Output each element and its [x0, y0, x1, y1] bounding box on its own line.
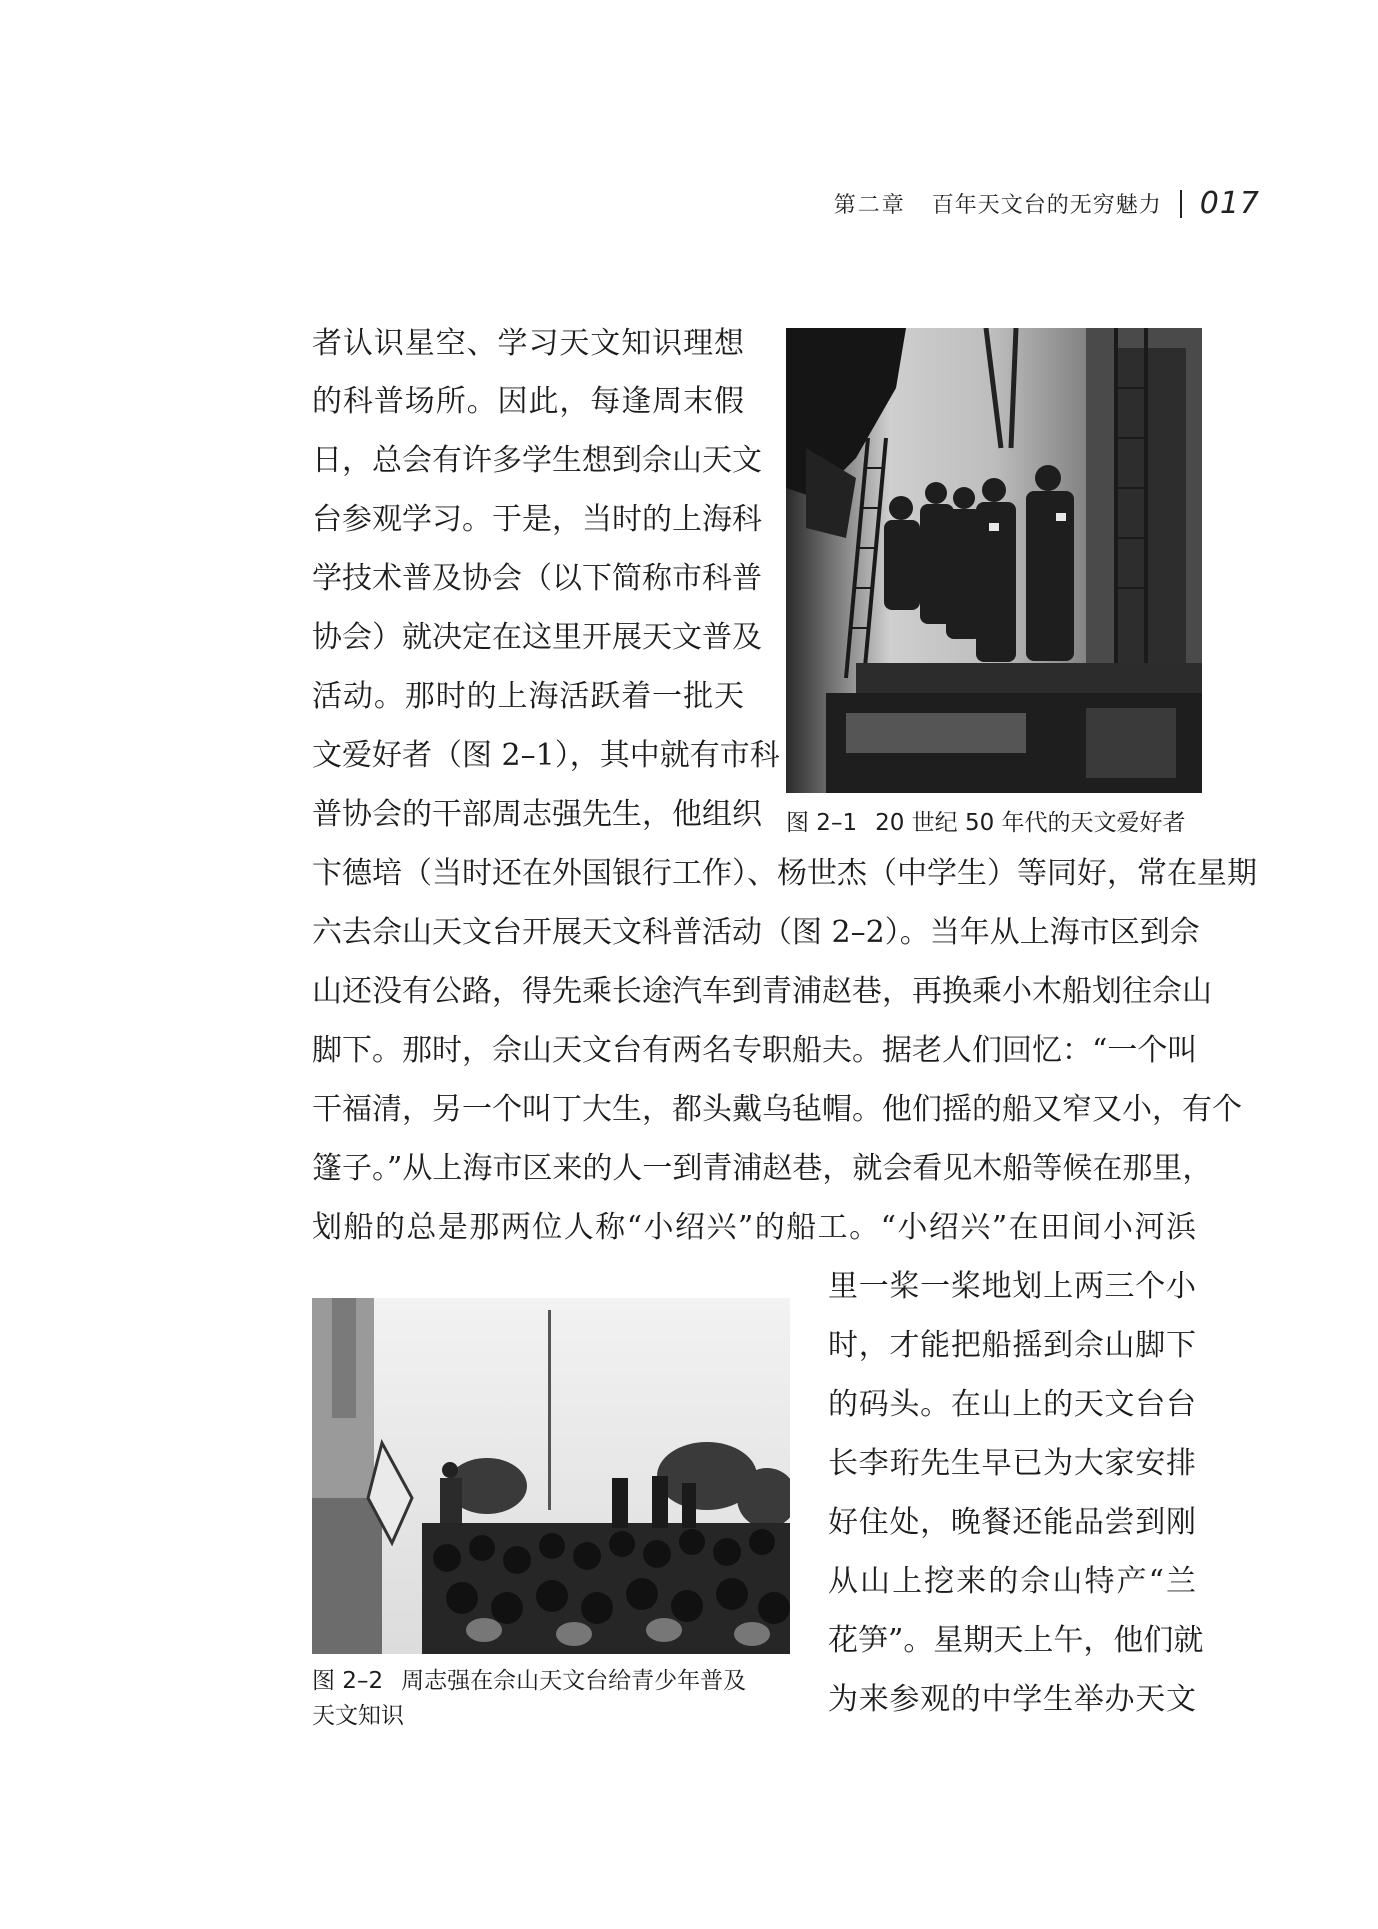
text-line: 长李珩先生早已为大家安排 — [828, 1446, 1196, 1481]
text-line: 里一桨一桨地划上两三个小 — [828, 1269, 1196, 1304]
text-line: 好住处，晚餐还能品尝到刚 — [828, 1505, 1196, 1540]
text-line: 六去佘山天文台开展天文科普活动（图 2–2）。当年从上海市区到佘 — [312, 915, 1200, 950]
text-line: 干福清，另一个叫丁大生，都头戴乌毡帽。他们摇的船又窄又小，有个 — [312, 1092, 1242, 1127]
text-line: 台参观学习。于是，当时的上海科 — [312, 502, 762, 537]
page-number: 017 — [1199, 186, 1260, 221]
figure-caption-text: 天文知识 — [312, 1703, 404, 1729]
text-line: 协会）就决定在这里开展天文普及 — [312, 620, 762, 655]
running-head — [834, 186, 1260, 221]
figure-number: 图 2–1 — [786, 810, 858, 836]
figure-caption-text: 周志强在佘山天文台给青少年普及 — [401, 1668, 747, 1694]
figure-number: 图 2–2 — [312, 1668, 384, 1694]
text-line: 日，总会有许多学生想到佘山天文 — [312, 443, 762, 478]
text-line: 的科普场所。因此，每逢周末假 — [312, 384, 744, 419]
text-line: 活动。那时的上海活跃着一批天 — [312, 679, 744, 714]
text-line: 篷子。”从上海市区来的人一到青浦赵巷，就会看见木船等候在那里， — [312, 1151, 1213, 1186]
figure-2-2-caption — [312, 1664, 798, 1734]
text-line: 者认识星空、学习天文知识理想 — [312, 326, 744, 361]
text-line: 时，才能把船摇到佘山脚下 — [828, 1328, 1196, 1363]
text-line: 花笋”。星期天上午，他们就 — [828, 1623, 1204, 1658]
chapter-label: 第二章 — [833, 193, 906, 218]
header-divider — [1180, 190, 1182, 218]
figure-caption-text: 20 世纪 50 年代的天文爱好者 — [875, 810, 1186, 836]
figure-2-1-photo — [786, 328, 1202, 793]
text-line: 普协会的干部周志强先生，他组织 — [312, 797, 762, 832]
text-line: 脚下。那时，佘山天文台有两名专职船夫。据老人们回忆：“一个叫 — [312, 1033, 1198, 1068]
figure-2-1-caption — [786, 806, 1186, 841]
figure-2-2-photo — [312, 1298, 790, 1654]
text-line: 的码头。在山上的天文台台 — [828, 1387, 1196, 1422]
text-line: 山还没有公路，得先乘长途汽车到青浦赵巷，再换乘小木船划往佘山 — [312, 974, 1212, 1009]
text-line: 文爱好者（图 2–1），其中就有市科 — [312, 738, 780, 773]
text-line: 划船的总是那两位人称“小绍兴”的船工。“小绍兴”在田间小河浜 — [312, 1210, 1196, 1245]
text-line: 为来参观的中学生举办天文 — [828, 1682, 1196, 1717]
chapter-title: 百年天文台的无穷魅力 — [931, 193, 1162, 218]
text-line: 学技术普及协会（以下简称市科普 — [312, 561, 762, 596]
text-line: 卞德培（当时还在外国银行工作）、杨世杰（中学生）等同好，常在星期 — [312, 856, 1257, 891]
text-line: 从山上挖来的佘山特产“兰 — [828, 1564, 1196, 1599]
